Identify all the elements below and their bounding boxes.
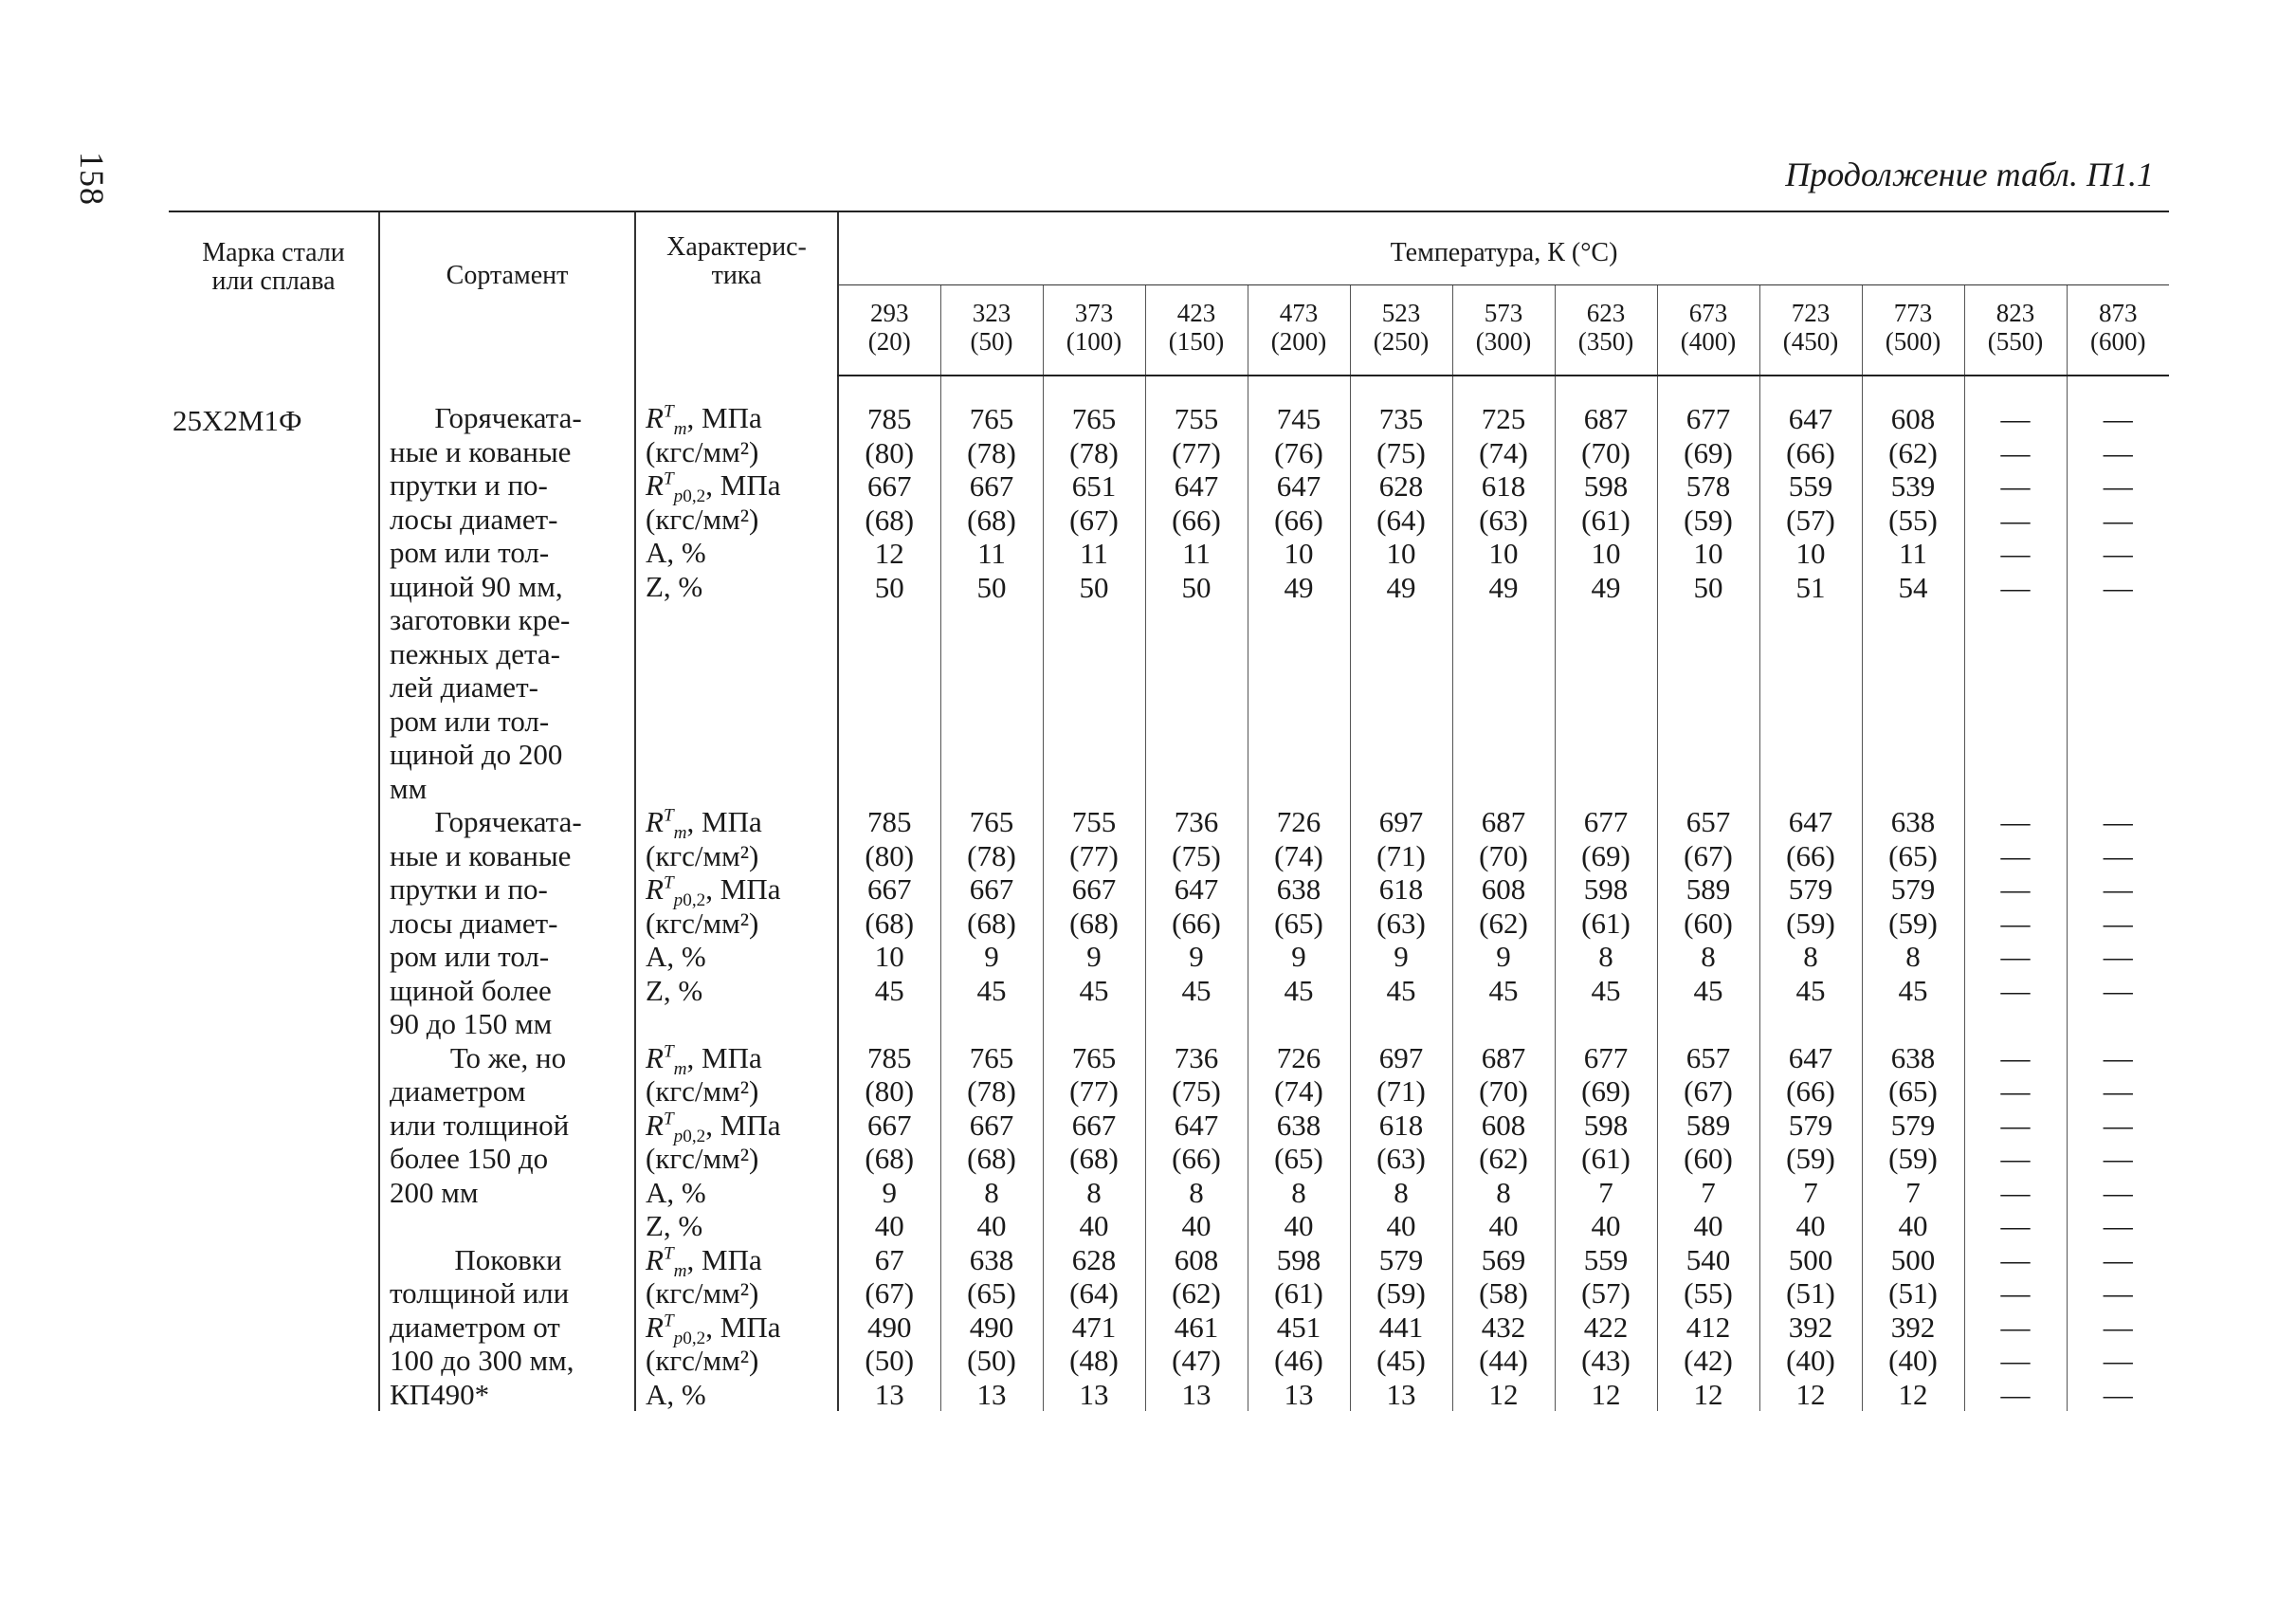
value-cell: 500 (51) 392 (40) 12 <box>1759 1243 1862 1412</box>
header-temperature: Температура, К (°С) <box>838 211 2169 285</box>
value-cell: 697 (71) 618 (63) 8 40 <box>1350 1041 1452 1243</box>
value-cell: 638 (65) 490 (50) 13 <box>940 1243 1043 1412</box>
temp-header-11: 823 (550) <box>1964 285 2067 376</box>
value-cell: 755 (77) 667 (68) 9 45 <box>1043 805 1145 1041</box>
value-cell: 765 (77) 667 (68) 8 40 <box>1043 1041 1145 1243</box>
temp-header-2: 373 (100) <box>1043 285 1145 376</box>
value-cell: 785 (80) 667 (68) 9 40 <box>838 1041 940 1243</box>
temp-header-3: 423 (150) <box>1145 285 1248 376</box>
value-cell: — — — — — — <box>1964 805 2067 1041</box>
temp-header-1: 323 (50) <box>940 285 1043 376</box>
value-cell: 559 (57) 422 (43) 12 <box>1555 1243 1657 1412</box>
value-cell: 765 (78) 667 (68) 9 45 <box>940 805 1043 1041</box>
value-cell: — — — — — — <box>1964 376 2067 805</box>
sortament-cell: Поковки толщиной или диаметром от 100 до 300 мм, КП490* <box>379 1243 635 1412</box>
value-cell: 765 (78) 667 (68) 11 50 <box>940 376 1043 805</box>
temp-header-9: 723 (450) <box>1759 285 1862 376</box>
value-cell: 736 (75) 647 (66) 8 40 <box>1145 1041 1248 1243</box>
steel-grade-empty <box>169 1243 379 1412</box>
value-cell: 785 (80) 667 (68) 12 50 <box>838 376 940 805</box>
value-cell: 745 (76) 647 (66) 10 49 <box>1248 376 1350 805</box>
page-number: 158 <box>73 152 111 206</box>
value-cell: 785 (80) 667 (68) 10 45 <box>838 805 940 1041</box>
temp-header-10: 773 (500) <box>1862 285 1964 376</box>
characteristic-cell: $R^T_m$, МПа (кгс/мм²) $R^T_{p0,2}$, МПа (кгс/мм²) A, % <box>635 1243 838 1412</box>
value-cell: 735 (75) 628 (64) 10 49 <box>1350 376 1452 805</box>
value-cell: 579 (59) 441 (45) 13 <box>1350 1243 1452 1412</box>
value-cell: — — — — — <box>2067 1243 2169 1412</box>
value-cell: 500 (51) 392 (40) 12 <box>1862 1243 1964 1412</box>
value-cell: — — — — — — <box>1964 1041 2067 1243</box>
value-cell: 677 (69) 598 (61) 8 45 <box>1555 805 1657 1041</box>
value-cell: 687 (70) 608 (62) 9 45 <box>1452 805 1555 1041</box>
value-cell: 726 (74) 638 (65) 8 40 <box>1248 1041 1350 1243</box>
value-cell: — — — — — — <box>2067 376 2169 805</box>
table-row <box>169 805 2169 1041</box>
characteristic-cell: $R^T_m$, МПа (кгс/мм²) $R^T_{p0,2}$, МПа (кгс/мм²) A, % Z, % <box>635 376 838 805</box>
steel-grade-empty <box>169 805 379 1041</box>
value-cell: 687 (70) 608 (62) 8 40 <box>1452 1041 1555 1243</box>
value-cell: 726 (74) 638 (65) 9 45 <box>1248 805 1350 1041</box>
value-cell: 569 (58) 432 (44) 12 <box>1452 1243 1555 1412</box>
temp-header-7: 623 (350) <box>1555 285 1657 376</box>
value-cell: 628 (64) 471 (48) 13 <box>1043 1243 1145 1412</box>
value-cell: 647 (66) 579 (59) 7 40 <box>1759 1041 1862 1243</box>
value-cell: — — — — — — <box>2067 805 2169 1041</box>
value-cell: 647 (66) 579 (59) 8 45 <box>1759 805 1862 1041</box>
value-cell: 677 (69) 598 (61) 7 40 <box>1555 1041 1657 1243</box>
value-cell: 647 (66) 559 (57) 10 51 <box>1759 376 1862 805</box>
value-cell: 677 (69) 578 (59) 10 50 <box>1657 376 1759 805</box>
value-cell: 638 (65) 579 (59) 7 40 <box>1862 1041 1964 1243</box>
value-cell: 755 (77) 647 (66) 11 50 <box>1145 376 1248 805</box>
value-cell: — — — — — — <box>2067 1041 2169 1243</box>
table-caption: Продолжение табл. П1.1 <box>1785 156 2154 193</box>
properties-table <box>169 211 2169 1411</box>
value-cell: 765 (78) 651 (67) 11 50 <box>1043 376 1145 805</box>
table-row <box>169 376 2169 805</box>
value-cell: — — — — — <box>1964 1243 2067 1412</box>
temp-header-6: 573 (300) <box>1452 285 1555 376</box>
value-cell: 765 (78) 667 (68) 8 40 <box>940 1041 1043 1243</box>
steel-grade-empty <box>169 1041 379 1243</box>
table-row <box>169 1041 2169 1243</box>
value-cell: 67 (67) 490 (50) 13 <box>838 1243 940 1412</box>
header-sortament: Сортамент <box>379 211 635 376</box>
value-cell: 657 (67) 589 (60) 8 45 <box>1657 805 1759 1041</box>
temp-header-8: 673 (400) <box>1657 285 1759 376</box>
value-cell: 657 (67) 589 (60) 7 40 <box>1657 1041 1759 1243</box>
temp-header-4: 473 (200) <box>1248 285 1350 376</box>
value-cell: 697 (71) 618 (63) 9 45 <box>1350 805 1452 1041</box>
temp-header-5: 523 (250) <box>1350 285 1452 376</box>
sortament-cell: Горячеката- ные и кованые прутки и по- лосы диамет- ром или тол- щиной более 90 до 150 мм <box>379 805 635 1041</box>
steel-grade: 25Х2М1Ф <box>173 404 302 437</box>
characteristic-cell: $R^T_m$, МПа (кгс/мм²) $R^T_{p0,2}$, МПа (кгс/мм²) A, % Z, % <box>635 805 838 1041</box>
table-row <box>169 1243 2169 1412</box>
header-grade: Марка стали или сплава <box>169 211 379 376</box>
value-cell: 638 (65) 579 (59) 8 45 <box>1862 805 1964 1041</box>
sortament-cell: То же, но диаметром или толщиной более 150 до 200 мм <box>379 1041 635 1243</box>
value-cell: 687 (70) 598 (61) 10 49 <box>1555 376 1657 805</box>
temp-header-12: 873 (600) <box>2067 285 2169 376</box>
value-cell: 736 (75) 647 (66) 9 45 <box>1145 805 1248 1041</box>
value-cell: 608 (62) 539 (55) 11 54 <box>1862 376 1964 805</box>
characteristic-cell: $R^T_m$, МПа (кгс/мм²) $R^T_{p0,2}$, МПа (кгс/мм²) A, % Z, % <box>635 1041 838 1243</box>
value-cell: 725 (74) 618 (63) 10 49 <box>1452 376 1555 805</box>
value-cell: 608 (62) 461 (47) 13 <box>1145 1243 1248 1412</box>
temp-header-0: 293 (20) <box>838 285 940 376</box>
value-cell: 540 (55) 412 (42) 12 <box>1657 1243 1759 1412</box>
sortament-cell: Горячеката- ные и кованые прутки и по- лосы диамет- ром или тол- щиной 90 мм, заготовки кре- пежных дета- лей диамет- ром или тол- щиной до 200 мм <box>379 376 635 805</box>
header-characteristic: Характерис- тика <box>635 211 838 376</box>
value-cell: 598 (61) 451 (46) 13 <box>1248 1243 1350 1412</box>
